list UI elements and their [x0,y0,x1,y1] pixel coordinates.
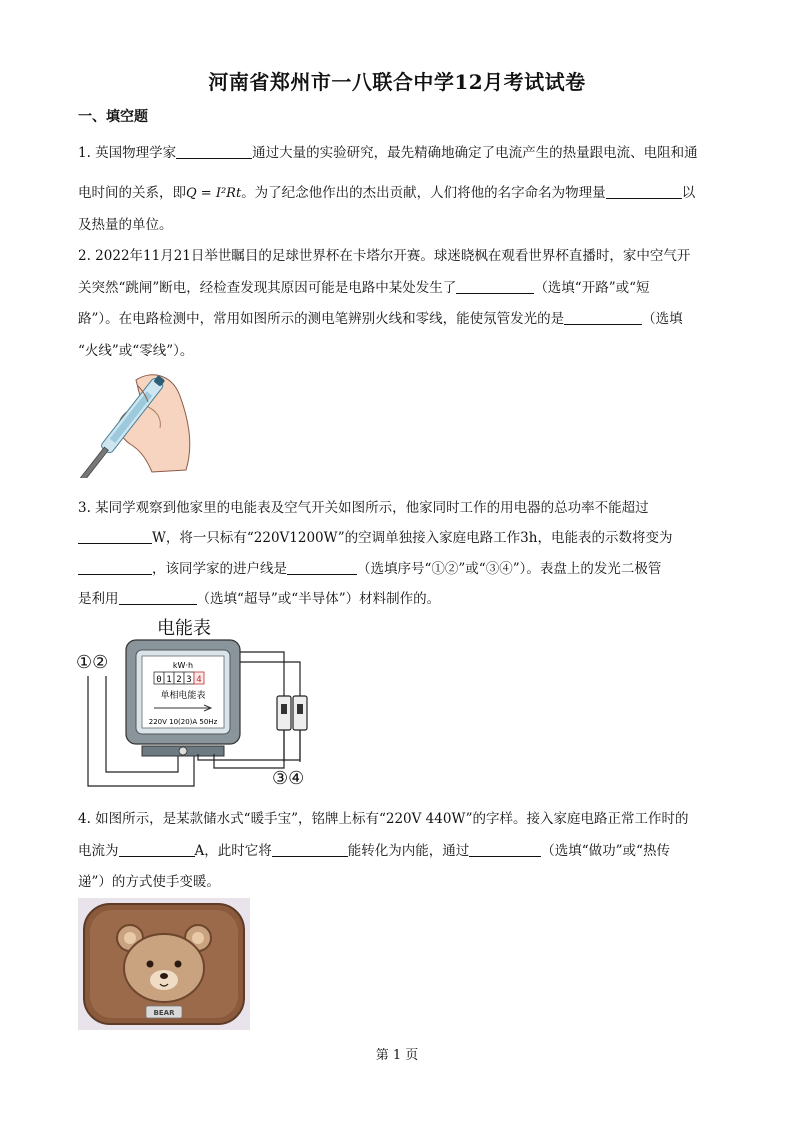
meter-digit-4: 3 [186,675,192,685]
meter-digit-1: 0 [156,675,162,685]
q2-line3: 路”）。在电路检测中，常用如图所示的测电笔辨别火线和零线，能使氖管发光的是 （选填 [78,311,683,327]
terminals-left-label: ①② [76,652,109,673]
q1-line3: 及热量的单位。 [78,217,173,233]
q4-line2: 电流为 A，此时它将 能转化为内能，通过 （选填“做功”或“热传 [78,843,670,859]
q4-blank-2[interactable] [272,842,348,857]
q2-line1: 2. 2022年11月21日举世瞩目的足球世界杯在卡塔尔开赛。球迷晓枫在观看世界杯直播时，家中空气开 [78,248,691,264]
electric-meter-diagram [74,612,324,792]
section-heading: 一、填空题 [78,109,148,125]
test-pen-illustration [76,366,198,478]
q2-blank-1[interactable] [456,279,534,294]
q1-blank-2[interactable] [606,184,682,199]
q3-line4: 是利用 （选填“超导”或“半导体”）材料制作的。 [78,591,441,607]
q4-blank-3[interactable] [469,842,541,857]
q3-blank-4[interactable] [119,590,197,605]
bear-badge: BEAR [153,1009,175,1017]
formula: Q = I²Rt [186,186,242,201]
meter-unit: kW·h [172,661,194,670]
q4-blank-1[interactable] [119,842,195,857]
q4-line3: 递”）的方式使手变暖。 [78,874,220,890]
q2-blank-2[interactable] [564,310,642,325]
meter-heading: 电能表 [157,618,211,639]
meter-digit-2: 1 [166,675,172,685]
q1-blank-1[interactable] [176,144,252,159]
q3-line2: W，将一只标有“220V1200W”的空调单独接入家庭电路工作3h，电能表的示数将变为 [78,526,718,546]
meter-spec: 220V 10(20)A 50Hz [148,718,218,726]
q3-line3: ，该同学家的进户线是 （选填序号“①②”或“③④”）。表盘上的发光二极管 [78,557,718,577]
q2-line2: 关突然“跳闸”断电，经检查发现其原因可能是电路中某处发生了 （选填“开路”或“短 [78,280,650,296]
q3-blank-3[interactable] [287,560,357,575]
meter-name: 单相电能表 [160,691,206,701]
page-title: 河南省郑州市一八联合中学12月考试试卷 [208,70,586,94]
q3-line1: 3. 某同学观察到他家里的电能表及空气开关如图所示，他家同时工作的用电器的总功率不能超过 [78,500,649,516]
q4-line1: 4. 如图所示，是某款储水式“暖手宝”，铭牌上标有“220V 440W”的字样。接入家庭电路正常工作时的 [78,811,689,827]
q1-line2: 电时间的关系，即Q = I²Rt。为了纪念他作出的杰出贡献，人们将他的名字命名为物理量 以 [78,185,696,201]
q3-blank-1[interactable] [78,529,152,544]
q1-line1: 1. 英国物理学家 通过大量的实验研究，最先精确地确定了电流产生的热量跟电流、电阻和通 [78,145,698,161]
terminals-right-label: ③④ [272,768,305,789]
page-footer: 第 1 页 [375,1048,419,1063]
q2-line4: “火线”或“零线”）。 [78,343,194,359]
meter-digit-3: 2 [176,675,182,685]
meter-digit-5: 4 [196,675,202,685]
q3-blank-2[interactable] [78,560,152,575]
hand-warmer-photo [78,898,250,1030]
